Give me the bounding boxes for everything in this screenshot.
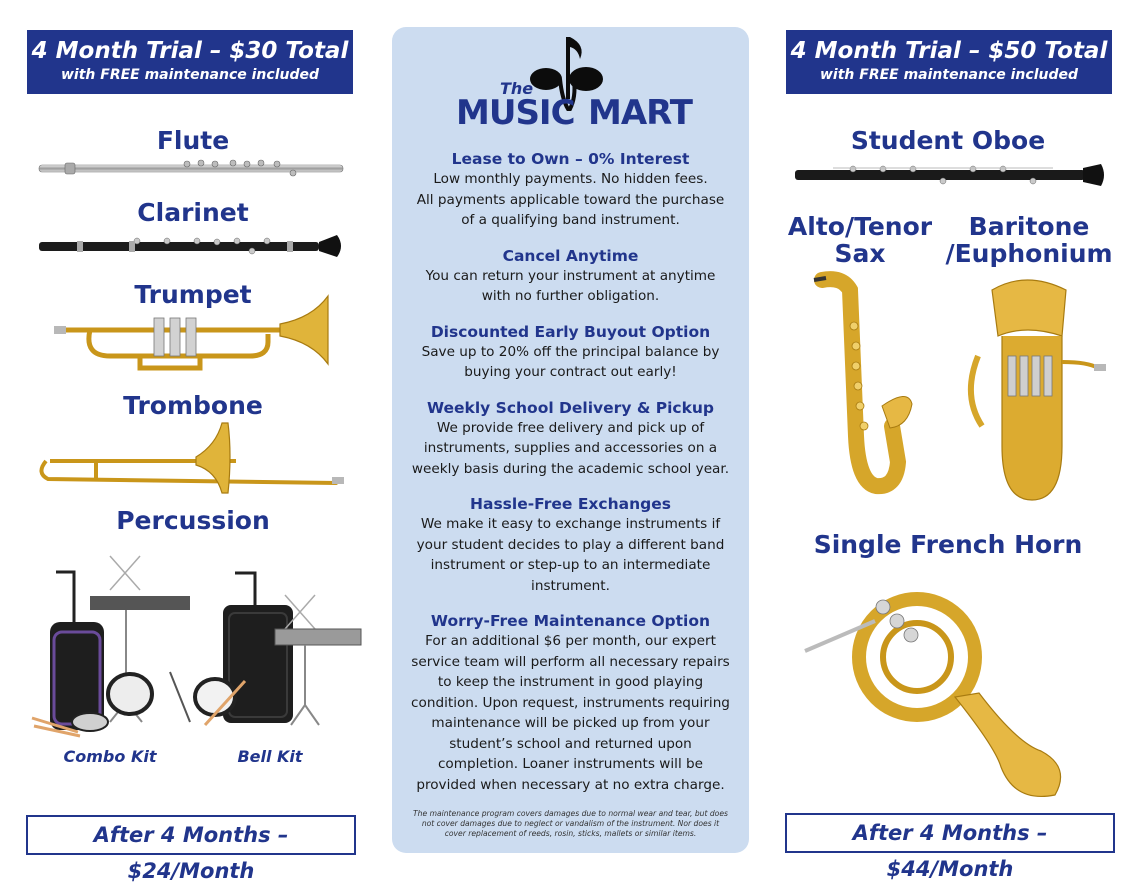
bell-kit-icon <box>195 565 363 730</box>
section-title: Cancel Anytime <box>502 246 639 265</box>
section-cancel-anytime <box>398 246 743 307</box>
clarinet-title: Clarinet <box>137 198 249 227</box>
logo-the-text: The <box>500 79 534 98</box>
section-line: condition. Upon request, instruments requiring <box>411 694 730 711</box>
section-line: maintenance will be picked up from your <box>431 715 710 731</box>
logo-mart-text: MART <box>588 93 692 133</box>
section-line: All payments applicable toward the purchase <box>416 191 725 208</box>
baritone-title-line-1: Baritone <box>968 212 1090 241</box>
sax-title-line-1: Alto/Tenor <box>787 212 933 241</box>
right-after-trial-price: After 4 Months – $44/Month <box>785 813 1115 853</box>
benefit-sections <box>398 149 743 795</box>
sax-title <box>782 213 938 267</box>
left-after-trial-price: After 4 Months – $24/Month <box>26 815 356 855</box>
section-line: completion. Loaner instruments will be <box>437 756 704 772</box>
section-line: You can return your instrument at anytime <box>425 267 716 284</box>
maintenance-fine-print <box>402 809 739 839</box>
flute-icon <box>37 157 345 179</box>
section-title: Hassle-Free Exchanges <box>470 495 671 513</box>
bell-kit-label: Bell Kit <box>237 747 303 766</box>
left-price-banner <box>27 30 353 94</box>
right-banner-title: 4 Month Trial – $50 Total <box>790 38 1108 64</box>
section-title: Weekly School Delivery & Pickup <box>426 398 715 417</box>
saxophone-icon <box>812 276 918 504</box>
section-line: instrument or step-up to an intermediate <box>430 557 711 573</box>
fine-print-line: The maintenance program covers damages due to normal wear and tear, but does <box>413 809 728 818</box>
combo-kit-icon <box>30 552 195 737</box>
trumpet-icon <box>50 294 332 370</box>
fine-print-line: cover replacement of reeds, rosin, sticks, mallets or similar items. <box>444 829 697 838</box>
fine-print-line: not cover damages due to neglect or vandalism of the instrument. Nor does it <box>421 819 720 828</box>
section-early-buyout <box>398 322 743 383</box>
section-line: Save up to 20% off the principal balance by <box>421 343 720 360</box>
section-line: weekly basis during the academic school year. <box>411 460 730 477</box>
section-line: We provide free delivery and pick up of <box>436 419 705 436</box>
section-line: service team will perform all necessary repairs <box>411 653 730 670</box>
section-line: Low monthly payments. No hidden fees. <box>433 171 708 187</box>
trumpet-title: Trumpet <box>134 280 252 309</box>
section-line: instruments, supplies and accessories on a <box>423 440 718 456</box>
oboe-title: Student Oboe <box>850 126 1046 155</box>
left-banner-subtitle: with FREE maintenance included <box>60 67 319 83</box>
trombone-icon <box>36 423 348 495</box>
flute-title: Flute <box>156 126 230 155</box>
section-school-delivery <box>398 398 743 480</box>
combo-kit-label: Combo Kit <box>63 747 157 766</box>
section-lease-to-own <box>398 149 743 231</box>
section-maintenance <box>398 611 743 795</box>
section-exchanges <box>398 494 743 596</box>
section-title: Discounted Early Buyout Option <box>430 322 711 341</box>
percussion-title: Percussion <box>116 506 270 535</box>
section-line: provided when necessary at no extra charge. <box>416 776 725 793</box>
section-title: Lease to Own – 0% Interest <box>451 150 690 168</box>
benefits-panel <box>392 27 749 853</box>
logo-music-text: MUSIC <box>456 93 575 133</box>
section-line: to keep the instrument in good playing <box>437 674 704 690</box>
section-line: buying your contract out early! <box>464 364 677 380</box>
french-horn-icon <box>805 567 1075 805</box>
baritone-title <box>942 213 1116 267</box>
oboe-icon <box>793 160 1109 190</box>
section-line: of a qualifying band instrument. <box>461 212 680 228</box>
section-line: student’s school and returned upon <box>449 735 692 752</box>
section-line: For an additional $6 per month, our expert <box>425 633 716 649</box>
clarinet-icon <box>37 231 347 261</box>
sax-title-line-2: Sax <box>834 239 886 268</box>
french-horn-title: Single French Horn <box>813 530 1083 559</box>
left-banner-title: 4 Month Trial – $30 Total <box>31 38 349 64</box>
section-line: We make it easy to exchange instruments if <box>420 516 721 532</box>
trombone-title: Trombone <box>123 391 263 420</box>
section-title: Worry-Free Maintenance Option <box>430 612 711 630</box>
right-banner-subtitle: with FREE maintenance included <box>819 67 1078 83</box>
section-line: with no further obligation. <box>481 288 660 304</box>
right-price-banner <box>786 30 1112 94</box>
section-line: your student decides to play a different band <box>416 536 725 553</box>
baritone-title-line-2: /Euphonium <box>945 239 1113 268</box>
section-line: instrument. <box>531 577 610 594</box>
euphonium-icon <box>962 276 1110 508</box>
